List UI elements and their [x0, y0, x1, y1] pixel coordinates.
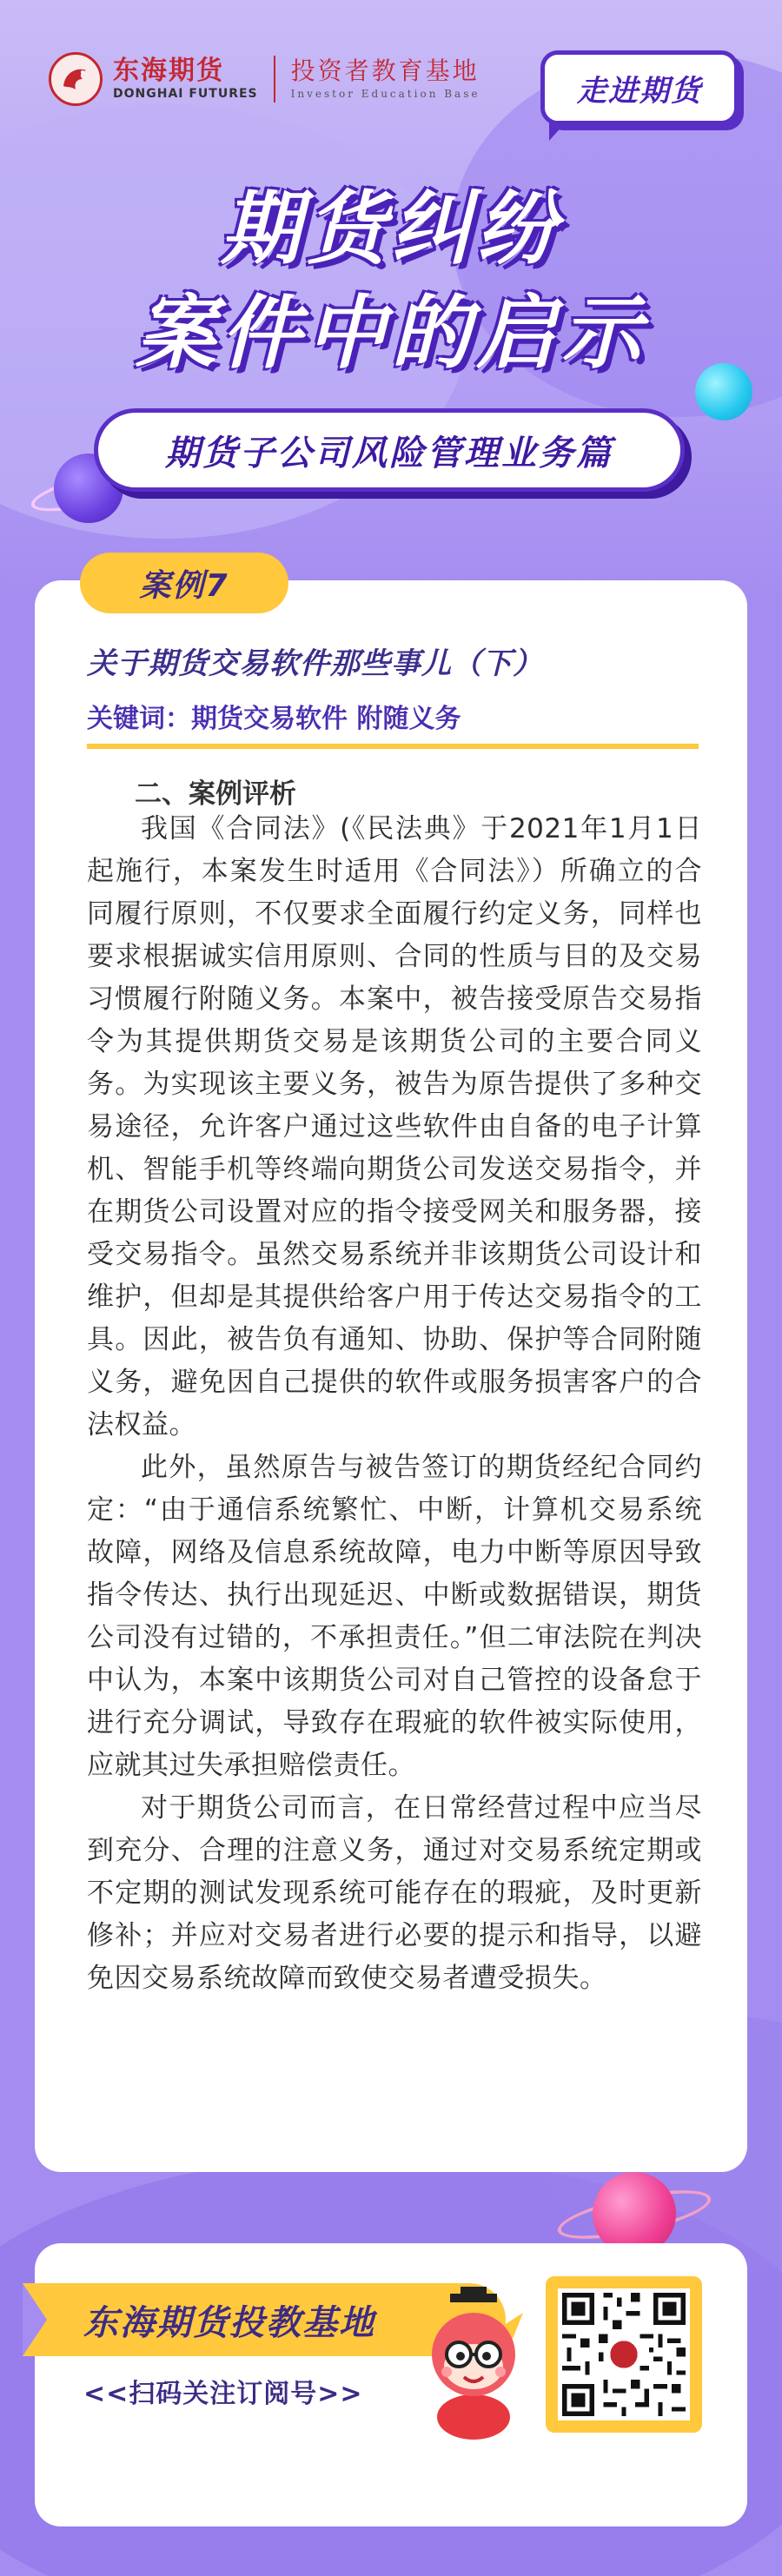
planet-icon: [695, 363, 752, 421]
qr-frame: [546, 2276, 702, 2433]
dragon-mascot-icon: [408, 2287, 539, 2441]
speech-tail: [549, 123, 565, 141]
footer-banner: 东海期货投教基地: [23, 2283, 506, 2356]
cta-label[interactable]: 走进期货: [540, 50, 739, 125]
logo-divider: [274, 56, 275, 103]
qr-code-icon[interactable]: [558, 2288, 690, 2420]
section-heading: 二、案例评析: [135, 778, 296, 810]
article-body: [87, 808, 702, 2000]
brand-subtitle-cn: 投资者教育基地: [290, 56, 480, 85]
series-subtitle: 期货子公司风险管理业务篇: [94, 408, 685, 492]
paragraph: 此外，虽然原告与被告签订的期货经纪合同约定：“由于通信系统繁忙、中断，计算机交易系统故障，网络及信息系统故障，电力中断等原因导致指令传达、执行出现延迟、中断或数据错误，期货公司没有过错的，不承担责任。”但二审法院在判决中认为，本案中该期货公司对自己管控的设备怠于进行充分调试，导致存在瑕疵的软件被实际使用，应就其过失承担赔偿责任。: [87, 1452, 702, 1781]
banner-notch: [23, 2283, 47, 2356]
subscribe-prompt: <<扫码关注订阅号>>: [83, 2379, 363, 2409]
paragraph: 我国《合同法》(《民法典》于2021年1月1日起施行，本案发生时适用《合同法》）所确立的合同履行原则，不仅要求全面履行约定义务，同样也要求根据诚实信用原则、合同的性质与目的及交易习惯履行附随义务。本案中，被告接受原告交易指令为其提供期货交易是该期货公司的主要合同义务。为实现该主要义务，被告为原告提供了多种交易途径，允许客户通过这些软件由自备的电子计算机、智能手机等终端向期货公司发送交易指令，并在期货公司设置对应的指令接受网关和服务器，接受交易指令。虽然交易系统并非该期货公司设计和维护，但却是其提供给客户用于传达交易指令的工具。因此，被告负有通知、协助、保护等合同附随义务，避免因自己提供的软件或服务损害客户的合法权益。: [87, 813, 702, 1440]
paragraph: 对于期货公司而言，在日常经营过程中应当尽到充分、合理的注意义务，通过对交易系统定期或不定期的测试发现系统可能存在的瑕疵，及时更新修补；并应对交易者进行必要的提示和指导，以避免因交易系统故障而致使交易者遭受损失。: [87, 1792, 702, 1994]
case-title: 关于期货交易软件那些事儿（下）: [87, 646, 543, 681]
brand-name-cn: 东海期货: [113, 56, 224, 86]
brand-subtitle-en: Investor Education Base: [290, 88, 480, 100]
cta-badge[interactable]: [540, 50, 739, 137]
page-title-line1: 期货纠纷: [220, 182, 561, 275]
brand-subtitle: [291, 56, 480, 102]
brand-name: [113, 56, 258, 102]
brand-logo: [49, 52, 480, 106]
case-keywords: 关键词：期货交易软件 附随义务: [87, 704, 461, 734]
divider: [87, 744, 699, 749]
case-tag: 案例7: [80, 553, 288, 613]
page-title-line2: 案件中的启示: [135, 287, 646, 380]
dragon-logo-icon: [49, 52, 103, 106]
brand-name-en: DONGHAI FUTURES: [113, 87, 258, 101]
